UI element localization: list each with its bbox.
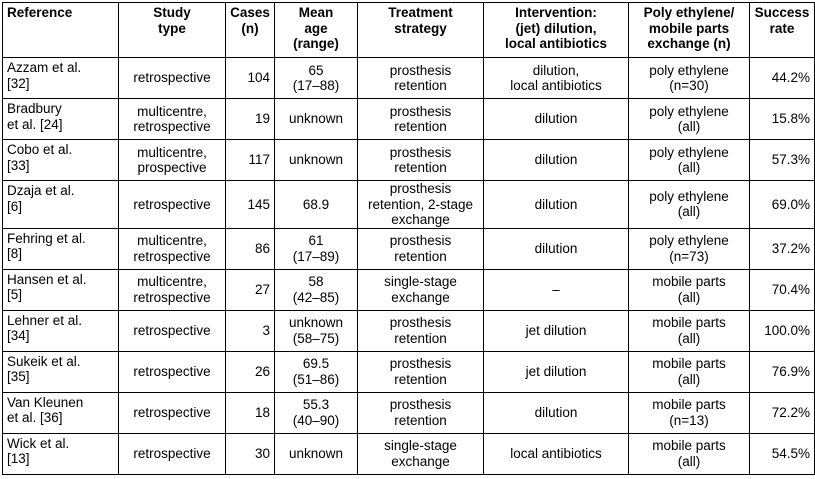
cases-cell: [226, 433, 275, 474]
cell-line: unknown: [288, 152, 344, 168]
cell-line: mobile parts: [652, 274, 726, 289]
cell-line: 54.5%: [771, 445, 810, 461]
col-header-intervention: [484, 3, 629, 58]
success-rate-cell: [750, 433, 815, 474]
exchange-cell: [629, 351, 750, 392]
cell-line: [6]: [7, 198, 23, 214]
table-row: [3, 58, 815, 99]
cell-line: et al. [24]: [7, 116, 63, 132]
studies-table: [2, 2, 815, 475]
cases-cell: [226, 228, 275, 269]
cell-line: (all): [677, 204, 701, 220]
cell-line: prosthesis: [389, 356, 452, 371]
cell-line: Van Kleunen: [7, 394, 84, 410]
intervention-cell: [484, 99, 629, 140]
study-type-cell: [119, 58, 226, 99]
cell-line: 145: [247, 196, 270, 212]
table-row: [3, 140, 815, 181]
intervention-cell: [484, 351, 629, 392]
table-row: [3, 392, 815, 433]
reference-cell: [3, 181, 119, 229]
cases-cell: [226, 99, 275, 140]
cell-line: 61: [308, 233, 324, 248]
cell-line: (all): [677, 330, 701, 346]
cell-line: 19: [254, 111, 270, 127]
cell-line: Cobo et al.: [7, 142, 73, 157]
cell-line: Azzam et al.: [7, 60, 82, 75]
cell-line: (n=30): [669, 78, 709, 93]
cell-line: (17–89): [292, 248, 340, 264]
reference-cell: [3, 392, 119, 433]
cell-line: mobile parts: [652, 356, 726, 371]
cell-line: single-stage: [384, 438, 457, 453]
exchange-cell: [629, 140, 750, 181]
intervention-cell: [484, 433, 629, 474]
col-header-mean-age: [275, 3, 358, 58]
treatment-cell: [358, 392, 484, 433]
header-line: (range): [293, 36, 339, 51]
study-type-cell: [119, 433, 226, 474]
cases-cell: [226, 392, 275, 433]
cell-line: prospective: [137, 160, 207, 175]
cell-line: (n=13): [669, 412, 709, 428]
col-header-treatment-strategy: [358, 3, 484, 58]
cell-line: [13]: [7, 451, 30, 466]
success-rate-cell: [750, 228, 815, 269]
cell-line: 26: [254, 363, 270, 379]
cell-line: (42–85): [292, 289, 340, 305]
cell-line: (17–88): [292, 78, 340, 93]
reference-cell: [3, 310, 119, 351]
cell-line: retention: [394, 412, 447, 428]
cell-line: retention: [394, 248, 447, 264]
cell-line: Sukeik et al.: [7, 353, 81, 369]
cell-line: (all): [677, 453, 701, 469]
mean-age-cell: [275, 310, 358, 351]
col-header-exchange: [629, 3, 750, 58]
cell-line: dilution: [534, 152, 578, 168]
cell-line: Hansen et al.: [7, 271, 87, 287]
cell-line: Lehner et al.: [7, 312, 83, 328]
exchange-cell: [629, 269, 750, 310]
study-type-cell: [119, 228, 226, 269]
intervention-cell: [484, 58, 629, 99]
cell-line: retrospective: [133, 404, 211, 420]
reference-cell: [3, 433, 119, 474]
cell-line: retention: [394, 160, 447, 175]
cell-line: 100.0%: [764, 322, 810, 338]
cell-line: poly ethylene: [649, 144, 729, 160]
cell-line: retention: [394, 371, 447, 387]
success-rate-cell: [750, 351, 815, 392]
cell-line: 69.5: [302, 356, 330, 371]
cell-line: (n=73): [669, 248, 709, 264]
treatment-cell: [358, 99, 484, 140]
table-row: [3, 310, 815, 351]
cell-line: jet dilution: [525, 322, 587, 338]
cell-line: poly ethylene: [649, 103, 729, 119]
intervention-cell: [484, 228, 629, 269]
cell-line: prosthesis: [389, 397, 452, 412]
success-rate-cell: [750, 269, 815, 310]
col-header-reference: [3, 3, 119, 58]
cell-line: poly ethylene: [649, 62, 729, 78]
cell-line: local antibiotics: [510, 78, 602, 93]
cell-line: 76.9%: [771, 363, 810, 379]
cell-line: exchange: [391, 289, 450, 305]
cell-line: prosthesis: [389, 144, 452, 160]
cell-line: exchange: [391, 453, 450, 469]
study-type-cell: [119, 140, 226, 181]
header-line: rate: [769, 20, 795, 36]
table-row: [3, 228, 815, 269]
reference-cell: [3, 140, 119, 181]
cell-line: jet dilution: [525, 363, 587, 379]
cell-line: retrospective: [133, 248, 211, 264]
treatment-cell: [358, 433, 484, 474]
cell-line: dilution: [534, 196, 578, 212]
cell-line: 27: [254, 281, 270, 297]
cell-line: unknown: [288, 111, 344, 127]
cell-line: –: [552, 281, 560, 297]
cell-line: retrospective: [133, 322, 211, 338]
cell-line: 55.3: [302, 397, 330, 412]
header-line: exchange (n): [647, 36, 731, 51]
cell-line: multicentre,: [137, 233, 207, 248]
header-line: age: [304, 20, 328, 36]
col-header-cases: [226, 3, 275, 58]
cell-line: prosthesis: [389, 181, 452, 196]
study-type-cell: [119, 351, 226, 392]
cell-line: (all): [677, 119, 701, 134]
cases-cell: [226, 310, 275, 351]
cell-line: [8]: [7, 246, 23, 261]
cell-line: dilution: [534, 240, 578, 256]
study-type-cell: [119, 181, 226, 229]
mean-age-cell: [275, 351, 358, 392]
header-line: Treatment: [388, 5, 453, 20]
cell-line: 104: [247, 70, 270, 86]
cell-line: single-stage: [384, 274, 457, 289]
header-line: Cases: [230, 5, 270, 20]
table-row: [3, 99, 815, 140]
cell-line: dilution: [534, 404, 578, 420]
treatment-cell: [358, 140, 484, 181]
cell-line: 30: [254, 445, 270, 461]
cell-line: dilution: [534, 111, 578, 127]
treatment-cell: [358, 351, 484, 392]
cell-line: (all): [677, 160, 701, 175]
cell-line: (58–75): [292, 330, 340, 346]
intervention-cell: [484, 392, 629, 433]
cell-line: prosthesis: [389, 233, 452, 248]
cell-line: [32]: [7, 75, 30, 91]
header-line: strategy: [394, 20, 447, 36]
cases-cell: [226, 269, 275, 310]
cell-line: 58: [308, 274, 324, 289]
cell-line: 117: [248, 152, 270, 168]
treatment-cell: [358, 58, 484, 99]
header-line: Intervention:: [515, 5, 597, 20]
cases-cell: [226, 181, 275, 229]
success-rate-cell: [750, 310, 815, 351]
cell-line: 57.3%: [771, 152, 810, 168]
cell-line: prosthesis: [389, 103, 452, 119]
cell-line: retention, 2-stage: [367, 196, 474, 212]
cell-line: Dzaja et al.: [7, 183, 75, 198]
intervention-cell: [484, 181, 629, 229]
treatment-cell: [358, 310, 484, 351]
cell-line: Bradbury: [7, 101, 62, 116]
cell-line: [5]: [7, 287, 23, 302]
study-type-cell: [119, 310, 226, 351]
mean-age-cell: [275, 392, 358, 433]
cell-line: (all): [677, 289, 701, 305]
mean-age-cell: [275, 140, 358, 181]
header-line: mobile parts: [648, 20, 730, 36]
cell-line: retention: [394, 330, 447, 346]
cell-line: mobile parts: [652, 315, 726, 330]
reference-cell: [3, 99, 119, 140]
cell-line: mobile parts: [652, 397, 726, 412]
exchange-cell: [629, 181, 750, 229]
header-line: type: [158, 20, 186, 36]
cell-line: multicentre,: [137, 274, 207, 289]
exchange-cell: [629, 310, 750, 351]
cell-line: retention: [394, 119, 447, 134]
cell-line: prosthesis: [389, 315, 452, 330]
header-line: Mean: [298, 5, 334, 20]
cell-line: 68.9: [302, 196, 330, 212]
cell-line: poly ethylene: [649, 188, 729, 204]
exchange-cell: [629, 433, 750, 474]
cell-line: [34]: [7, 328, 30, 343]
cell-line: 37.2%: [771, 240, 810, 256]
table-row: [3, 181, 815, 229]
exchange-cell: [629, 228, 750, 269]
cell-line: (all): [677, 371, 701, 387]
mean-age-cell: [275, 228, 358, 269]
cell-line: poly ethylene: [649, 233, 729, 248]
success-rate-cell: [750, 140, 815, 181]
cell-line: retrospective: [133, 119, 211, 134]
cell-line: retrospective: [133, 445, 211, 461]
treatment-cell: [358, 228, 484, 269]
reference-cell: [3, 351, 119, 392]
success-rate-cell: [750, 181, 815, 229]
cell-line: 3: [262, 322, 270, 338]
cell-line: dilution,: [532, 62, 580, 78]
cell-line: unknown: [288, 445, 344, 461]
header-row: [3, 3, 815, 58]
exchange-cell: [629, 392, 750, 433]
header-line: Poly ethylene/: [643, 5, 735, 20]
exchange-cell: [629, 99, 750, 140]
cell-line: unknown: [288, 315, 344, 330]
cell-line: (51–86): [292, 371, 340, 387]
mean-age-cell: [275, 99, 358, 140]
cell-line: retrospective: [133, 289, 211, 305]
cell-line: retrospective: [133, 363, 211, 379]
mean-age-cell: [275, 181, 358, 229]
cell-line: 69.0%: [771, 196, 810, 212]
cell-line: Fehring et al.: [7, 230, 86, 246]
cell-line: prosthesis: [389, 62, 452, 78]
reference-cell: [3, 58, 119, 99]
cell-line: retrospective: [133, 196, 211, 212]
treatment-cell: [358, 181, 484, 229]
header-line: (n): [241, 20, 259, 36]
header-line: Study: [153, 5, 191, 20]
header-line: local antibiotics: [504, 36, 608, 51]
cell-line: 72.2%: [771, 404, 810, 420]
header-line: (jet) dilution,: [515, 20, 597, 36]
cell-line: retention: [394, 78, 447, 93]
mean-age-cell: [275, 58, 358, 99]
cell-line: 70.4%: [771, 281, 810, 297]
cases-cell: [226, 58, 275, 99]
reference-cell: [3, 269, 119, 310]
cell-line: [35]: [7, 369, 30, 384]
header-line: Success: [754, 5, 810, 20]
study-type-cell: [119, 99, 226, 140]
cell-line: multicentre,: [137, 144, 207, 160]
cell-line: local antibiotics: [510, 445, 602, 461]
treatment-cell: [358, 269, 484, 310]
cell-line: 15.8%: [771, 111, 810, 127]
cell-line: [33]: [7, 157, 30, 173]
cell-line: mobile parts: [652, 438, 726, 453]
intervention-cell: [484, 140, 629, 181]
success-rate-cell: [750, 99, 815, 140]
cell-line: 65: [308, 62, 324, 78]
cell-line: retrospective: [133, 70, 211, 86]
table-row: [3, 351, 815, 392]
cell-line: 44.2%: [771, 70, 810, 86]
success-rate-cell: [750, 392, 815, 433]
cell-line: 86: [254, 240, 270, 256]
success-rate-cell: [750, 58, 815, 99]
cell-line: multicentre,: [137, 103, 207, 119]
mean-age-cell: [275, 433, 358, 474]
cell-line: (40–90): [292, 412, 340, 428]
intervention-cell: [484, 310, 629, 351]
cell-line: Wick et al.: [7, 435, 70, 451]
study-type-cell: [119, 392, 226, 433]
table-row: [3, 433, 815, 474]
mean-age-cell: [275, 269, 358, 310]
cell-line: 18: [254, 404, 270, 420]
header-line: Reference: [7, 5, 73, 20]
col-header-study-type: [119, 3, 226, 58]
col-header-success-rate: [750, 3, 815, 58]
reference-cell: [3, 228, 119, 269]
cell-line: et al. [36]: [7, 410, 63, 425]
intervention-cell: [484, 269, 629, 310]
cell-line: exchange: [391, 212, 450, 227]
study-type-cell: [119, 269, 226, 310]
exchange-cell: [629, 58, 750, 99]
cases-cell: [226, 140, 275, 181]
table-row: [3, 269, 815, 310]
table-body: [3, 58, 815, 475]
cases-cell: [226, 351, 275, 392]
